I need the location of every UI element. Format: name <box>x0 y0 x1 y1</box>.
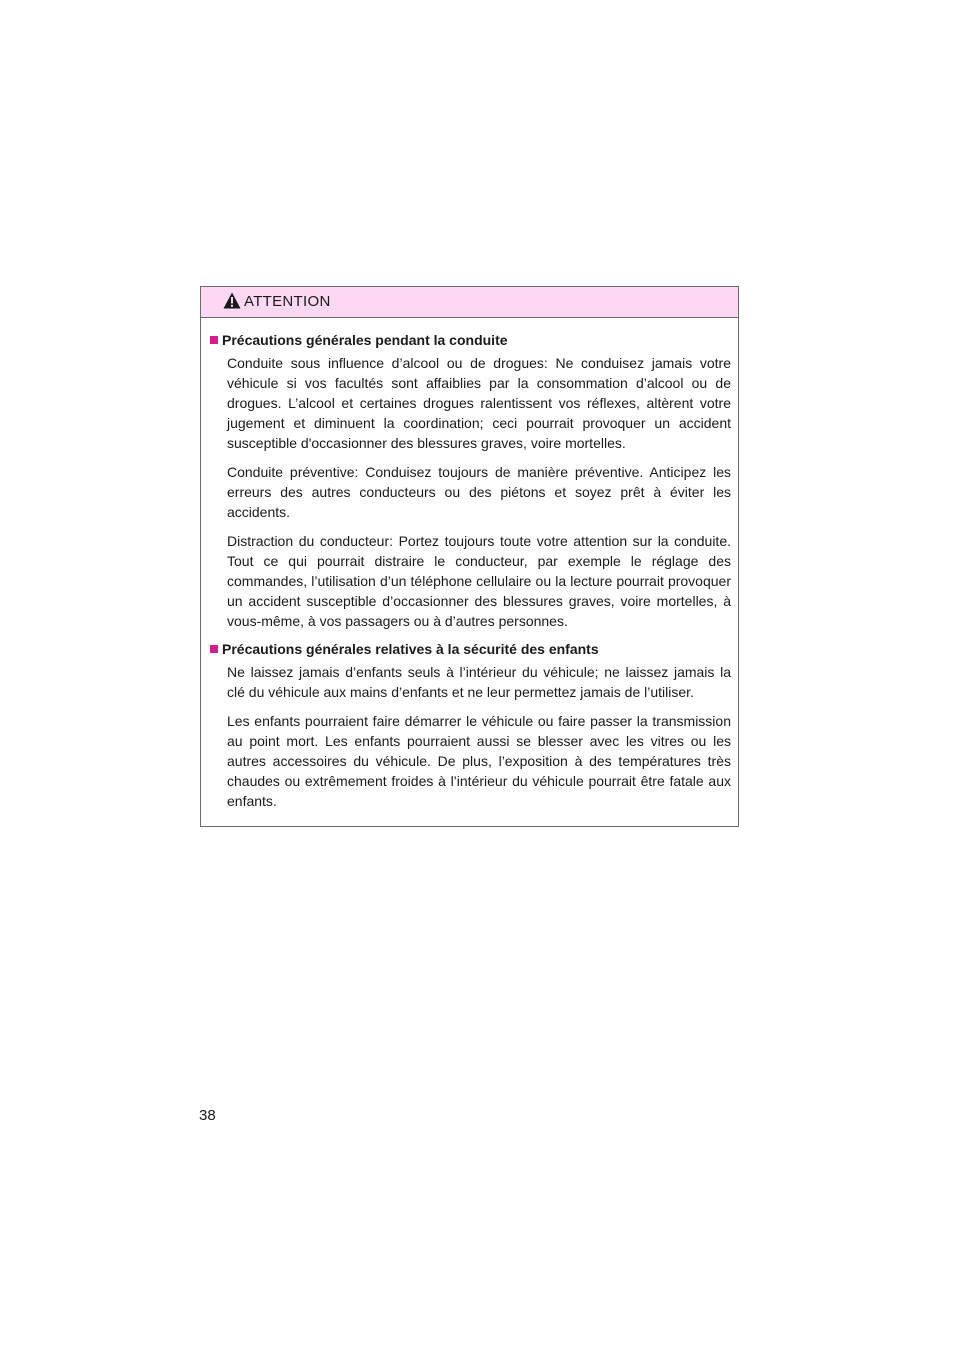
attention-body <box>201 318 738 811</box>
section-heading-driving <box>210 331 731 349</box>
paragraph-children-risks: Les enfants pourraient faire démarrer le véhicule ou faire passer la transmission au point mort. Les enfants pourraient aussi se blesser avec les vitres ou les autres accessoires du véhicule. De plus, l’exposition à des températures très chaudes ou extrêmement froides à l’intérieur du véhicule pourrait être fatale aux enfants. <box>227 713 731 809</box>
section-heading-children <box>210 640 731 658</box>
paragraph-preventive-driving: Conduite préventive: Conduisez toujours de manière préventive. Anticipez les erreurs des autres conducteurs ou des piétons et soyez prêt à éviter les accidents. <box>227 464 731 520</box>
attention-box <box>200 286 739 827</box>
square-bullet-icon <box>210 645 218 653</box>
warning-triangle-icon <box>223 292 241 309</box>
section-heading-text: Précautions générales pendant la conduite <box>222 332 508 348</box>
page-number: 38 <box>199 1107 216 1124</box>
paragraph-children-alone: Ne laissez jamais d’enfants seuls à l’intérieur du véhicule; ne laissez jamais la clé du véhicule aux mains d’enfants et ne leur permettez jamais de l’utiliser. <box>227 664 731 700</box>
paragraph-alcohol: Conduite sous influence d’alcool ou de drogues: Ne conduisez jamais votre véhicule si vos facultés sont affaiblies par la consommation d’alcool ou de drogues. L’alcool et certaines drogues ralentissent vos réflexes, altèrent votre jugement et diminuent la coordination; ceci pourrait provoquer un accident susceptible d'occasionner des blessures graves, voire mortelles. <box>227 355 731 451</box>
attention-header <box>201 287 738 318</box>
paragraph-driver-distraction: Distraction du conducteur: Portez toujours toute votre attention sur la conduite. Tout ce qui pourrait distraire le conducteur, par exemple le réglage des commandes, l’utilisation d’un téléphone cellulaire ou la lecture pourrait provoquer un accident susceptible d’occasionner des blessures graves, voire mortelles, à vous-même, à vos passagers ou à d’autres personnes. <box>227 533 731 629</box>
attention-title: ATTENTION <box>244 293 331 310</box>
section-heading-text: Précautions générales relatives à la sécurité des enfants <box>222 641 599 657</box>
square-bullet-icon <box>210 336 218 344</box>
